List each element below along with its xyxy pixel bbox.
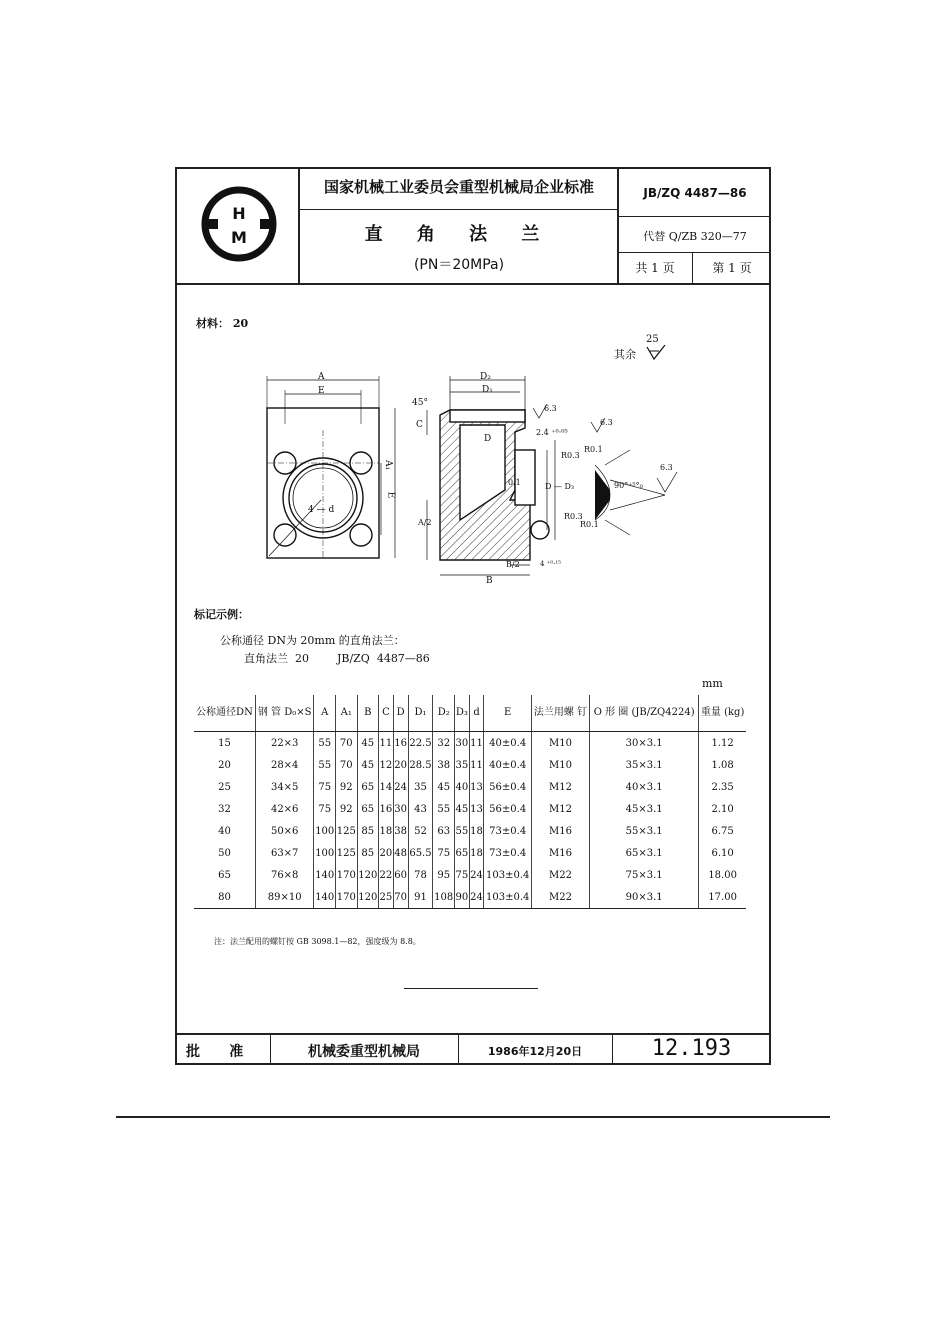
- table-row: [194, 732, 746, 755]
- table-cell: 11: [469, 732, 484, 755]
- table-cell: 52: [408, 820, 433, 842]
- table-body: [194, 732, 746, 909]
- table-cell: 13: [469, 798, 484, 820]
- end-rule: [404, 988, 538, 989]
- dim-label-d1: D₁: [482, 385, 493, 395]
- dim-label-d: D: [484, 434, 492, 444]
- table-cell: 30: [454, 732, 469, 755]
- table-cell: M16: [531, 820, 589, 842]
- table-header-cell: d: [469, 695, 484, 732]
- table-cell: 28.5: [408, 754, 433, 776]
- table-cell: 14: [379, 776, 394, 798]
- table-cell: 50: [194, 842, 255, 864]
- scan-bottom-rule: [116, 1116, 830, 1118]
- table-cell: 80: [194, 886, 255, 909]
- table-cell: 75: [433, 842, 455, 864]
- table-cell: 73±0.4: [484, 842, 532, 864]
- table-cell: 35×3.1: [590, 754, 699, 776]
- table-cell: 90: [454, 886, 469, 909]
- dim-label-a: A: [318, 372, 325, 382]
- svg-text:H: H: [232, 204, 246, 223]
- replaces-standard: 代替 Q/ZB 320—77: [643, 230, 747, 243]
- marking-example-title: 标记示例：: [194, 608, 249, 621]
- table-cell: 76×8: [255, 864, 314, 886]
- table-cell: 11: [379, 732, 394, 755]
- table-cell: 35: [454, 754, 469, 776]
- table-cell: 89×10: [255, 886, 314, 909]
- table-cell: 140: [314, 886, 336, 909]
- table-cell: 65: [194, 864, 255, 886]
- table-cell: 55: [314, 754, 336, 776]
- dim-label-hole-count: 4 — d: [308, 505, 335, 515]
- table-row: [194, 820, 746, 842]
- table-header-cell: C: [379, 695, 394, 732]
- dim-label-e-vertical: E: [385, 491, 396, 499]
- table-cell: M10: [531, 754, 589, 776]
- dim-label-b: B: [486, 576, 493, 586]
- dim-label-r01-top: R0.1: [584, 445, 603, 454]
- table-cell: 40×3.1: [590, 776, 699, 798]
- table-cell: M16: [531, 842, 589, 864]
- table-cell: 90×3.1: [590, 886, 699, 909]
- table-cell: 34×5: [255, 776, 314, 798]
- table-cell: 16: [379, 798, 394, 820]
- dim-label-c: C: [416, 420, 423, 430]
- table-cell: 125: [336, 820, 358, 842]
- table-header-cell: 公称通径DN: [194, 695, 255, 732]
- table-cell: 70: [336, 754, 358, 776]
- table-cell: 16: [393, 732, 408, 755]
- table-cell: 100: [314, 820, 336, 842]
- table-cell: 13: [469, 776, 484, 798]
- table-cell: 170: [336, 864, 358, 886]
- table-cell: 18: [469, 820, 484, 842]
- header-rule-pages: [692, 252, 693, 284]
- table-cell: 108: [433, 886, 455, 909]
- table-header-cell: D₁: [408, 695, 433, 732]
- table-cell: 91: [408, 886, 433, 909]
- standard-code: JB/ZQ 4487—86: [643, 186, 747, 200]
- table-cell: 18: [469, 842, 484, 864]
- dim-label-e: E: [318, 386, 325, 396]
- dim-label-4-tolerance: 4 ⁺⁰·¹⁵: [540, 560, 562, 568]
- table-cell: 12: [379, 754, 394, 776]
- unit-label: mm: [702, 677, 723, 690]
- table-cell: 45×3.1: [590, 798, 699, 820]
- table-cell: 75: [314, 776, 336, 798]
- footer-top-rule: [175, 1033, 771, 1035]
- dim-label-groove-depth: 2.4 ⁺⁰·⁰⁵: [536, 428, 568, 437]
- table-cell: 50×6: [255, 820, 314, 842]
- dim-label-a-half: A/2: [418, 518, 432, 527]
- table-cell: 65: [357, 798, 379, 820]
- table-cell: 55: [454, 820, 469, 842]
- dim-label-b-half: B/2: [506, 560, 520, 569]
- table-cell: 73±0.4: [484, 820, 532, 842]
- table-cell: M10: [531, 732, 589, 755]
- dim-label-a1: A₁: [383, 459, 394, 471]
- table-cell: 15: [194, 732, 255, 755]
- table-cell: 92: [336, 776, 358, 798]
- table-cell: 85: [357, 842, 379, 864]
- document-number: 12.193: [651, 1036, 732, 1061]
- table-cell: 24: [393, 776, 408, 798]
- table-header-row: [194, 695, 746, 732]
- approval-label: 批 准: [186, 1044, 244, 1060]
- table-cell: 17.00: [699, 886, 746, 909]
- table-cell: 45: [454, 798, 469, 820]
- table-cell: 75: [454, 864, 469, 886]
- table-cell: 40±0.4: [484, 732, 532, 755]
- dim-label-90-degree: 90°⁺⁵°₀: [614, 481, 643, 490]
- table-cell: 2.35: [711, 781, 734, 793]
- table-cell: 120: [357, 886, 379, 909]
- table-cell: 103±0.4: [484, 886, 532, 909]
- table-cell: 100: [314, 842, 336, 864]
- table-cell: 24: [469, 886, 484, 909]
- dim-label-r03-top: R0.3: [561, 451, 580, 460]
- table-cell: 85: [357, 820, 379, 842]
- table-cell: 45: [357, 732, 379, 755]
- marking-example-line-2: 直角法兰 20 JB/ZQ 4487—86: [244, 652, 430, 665]
- table-cell: 18: [379, 820, 394, 842]
- table-cell: 20: [379, 842, 394, 864]
- header-rule-org: [298, 209, 618, 210]
- table-cell: 20: [393, 754, 408, 776]
- table-cell: 140: [314, 864, 336, 886]
- roughness-symbol-icon: [646, 345, 666, 361]
- table-cell: 48: [393, 842, 408, 864]
- table-cell: 40: [454, 776, 469, 798]
- table-header-cell: E: [484, 695, 532, 732]
- table-cell: 6.10: [711, 847, 734, 859]
- table-cell: 28×4: [255, 754, 314, 776]
- table-cell: 95: [433, 864, 455, 886]
- dim-label-d-d3: D — D₃: [545, 482, 575, 491]
- table-row: [194, 864, 746, 886]
- table-cell: M12: [531, 776, 589, 798]
- table-header-cell: D: [393, 695, 408, 732]
- table-cell: 65: [357, 776, 379, 798]
- table-cell: 20: [194, 754, 255, 776]
- table-cell: 32: [194, 798, 255, 820]
- table-cell: 1.08: [711, 759, 734, 771]
- hsm-logo-icon: [198, 184, 280, 264]
- table-cell: 170: [336, 886, 358, 909]
- table-cell: 65.5: [408, 842, 433, 864]
- table-cell: 55: [314, 732, 336, 755]
- roughness-label-1: 6.3: [544, 404, 557, 413]
- dim-label-r01-bottom: R0.1: [580, 520, 599, 529]
- table-header-cell: 法兰用螺 钉: [531, 695, 589, 732]
- roughness-label-3: 6.3: [660, 463, 673, 472]
- table-note: 注：法兰配用的螺钉按 GB 3098.1—82，强度级为 8.8。: [214, 937, 421, 946]
- table-cell: 11: [469, 754, 484, 776]
- table-cell: 6.75: [711, 825, 734, 837]
- table-cell: 55: [433, 798, 455, 820]
- table-header-cell: 钢 管 D₀×S: [255, 695, 314, 732]
- table-cell: 78: [408, 864, 433, 886]
- roughness-label-2: 6.3: [600, 418, 613, 427]
- table-cell: 92: [336, 798, 358, 820]
- table-cell: 25: [379, 886, 394, 909]
- table-cell: 30: [393, 798, 408, 820]
- surface-roughness-value: 25: [646, 334, 659, 345]
- dim-label-d2: D₂: [480, 372, 491, 382]
- table-cell: 35: [408, 776, 433, 798]
- table-cell: 56±0.4: [484, 776, 532, 798]
- table-cell: 22×3: [255, 732, 314, 755]
- table-cell: 75: [314, 798, 336, 820]
- table-cell: 70: [393, 886, 408, 909]
- document-title: 直 角 法 兰: [364, 224, 554, 245]
- material-label: 材料： 20: [196, 317, 249, 330]
- dim-label-r03-bottom: R0.3: [564, 512, 583, 521]
- table-cell: 24: [469, 864, 484, 886]
- table-cell: 63×7: [255, 842, 314, 864]
- table-row: [194, 798, 746, 820]
- table-header-cell: D₂: [433, 695, 455, 732]
- table-cell: 120: [357, 864, 379, 886]
- header-rule-code: [617, 216, 771, 217]
- table-row: [194, 842, 746, 864]
- table-cell: M12: [531, 798, 589, 820]
- table-header-cell: B: [357, 695, 379, 732]
- approving-org: 机械委重型机械局: [308, 1044, 420, 1060]
- svg-text:M: M: [231, 228, 247, 247]
- table-cell: 18.00: [708, 869, 737, 881]
- table-cell: 22.5: [408, 732, 433, 755]
- table-cell: 25: [194, 776, 255, 798]
- table-cell: 40±0.4: [484, 754, 532, 776]
- table-cell: 38: [393, 820, 408, 842]
- page-number: 第 1 页: [712, 261, 752, 275]
- table-cell: 63: [433, 820, 455, 842]
- table-cell: 55×3.1: [590, 820, 699, 842]
- table-cell: 60: [393, 864, 408, 886]
- table-cell: 103±0.4: [484, 864, 532, 886]
- table-cell: M22: [531, 886, 589, 909]
- standard-org: 国家机械工业委员会重型机械局企业标准: [323, 178, 594, 196]
- table-header-cell: A: [314, 695, 336, 732]
- table-cell: 65×3.1: [590, 842, 699, 864]
- table-header-cell: D₃: [454, 695, 469, 732]
- table-header-cell: A₁: [336, 695, 358, 732]
- table-header-cell: O 形 圈 (JB/ZQ4224): [590, 695, 699, 732]
- document-subtitle: (PN＝20MPa): [413, 257, 505, 273]
- table-row: [194, 886, 746, 909]
- table-row: [194, 754, 746, 776]
- surface-other-label: 其余: [614, 348, 636, 361]
- table-cell: 38: [433, 754, 455, 776]
- table-cell: 30×3.1: [590, 732, 699, 755]
- table-cell: 2.10: [711, 803, 734, 815]
- approval-date: 1986年12月20日: [487, 1045, 583, 1058]
- table-cell: 65: [454, 842, 469, 864]
- table-cell: 32: [433, 732, 455, 755]
- table-cell: 40: [194, 820, 255, 842]
- header-rule-replaces: [617, 252, 771, 253]
- table-cell: 43: [408, 798, 433, 820]
- table-cell: 45: [433, 776, 455, 798]
- table-cell: M22: [531, 864, 589, 886]
- table-cell: 70: [336, 732, 358, 755]
- header-bottom-rule: [175, 283, 771, 285]
- table-cell: 125: [336, 842, 358, 864]
- total-pages: 共 1 页: [635, 261, 675, 275]
- table-header-cell: 重量 (kg): [699, 695, 746, 732]
- table-cell: 22: [379, 864, 394, 886]
- table-cell: 1.12: [711, 737, 734, 749]
- page-frame: [175, 167, 771, 1065]
- dimension-table: [194, 695, 746, 909]
- marking-example-line-1: 公称通径 DN为 20mm 的直角法兰：: [220, 634, 405, 647]
- table-cell: 45: [357, 754, 379, 776]
- table-cell: 75×3.1: [590, 864, 699, 886]
- table-cell: 42×6: [255, 798, 314, 820]
- dim-label-45-degree: 45°: [412, 398, 428, 408]
- dim-label-0-1: 0.1: [508, 478, 521, 487]
- table-row: [194, 776, 746, 798]
- table-cell: 56±0.4: [484, 798, 532, 820]
